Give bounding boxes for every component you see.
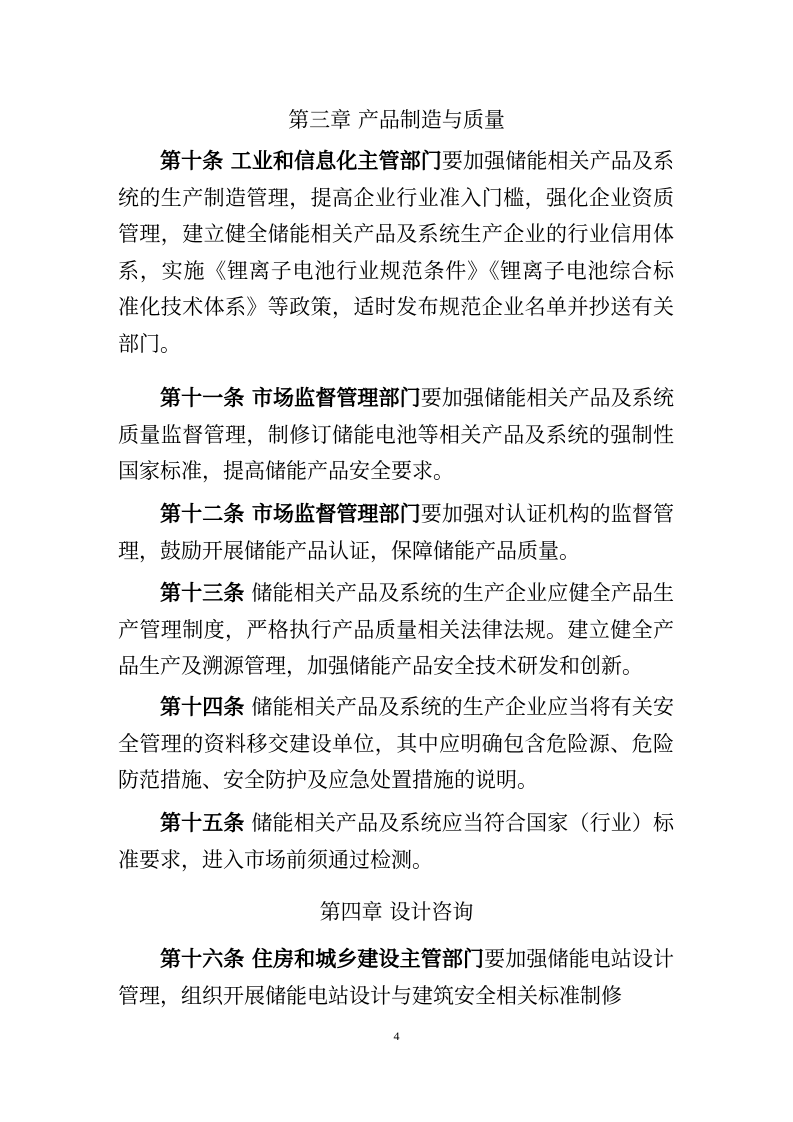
article-10 — [118, 143, 674, 363]
chapter-3-heading: 第三章 产品制造与质量 — [288, 108, 505, 132]
article-14 — [118, 689, 674, 799]
article-14-lead: 第十四条 — [160, 695, 245, 719]
article-11-lead: 第十一条 市场监督管理部门 — [160, 386, 421, 410]
article-16 — [118, 941, 674, 1014]
article-13 — [118, 575, 674, 685]
chapter-4-heading: 第四章 设计咨询 — [319, 900, 474, 924]
article-14-text: 储能相关产品及系统的生产企业应当将有关安全管理的资料移交建设单位，其中应明确包含危险源、危险防范措施、安全防护及应急处置措施的说明。 — [118, 695, 674, 793]
article-12 — [118, 496, 674, 569]
article-16-lead: 第十六条 住房和城乡建设主管部门 — [160, 947, 485, 971]
article-11-text: 要加强储能相关产品及系统质量监督管理，制修订储能电池等相关产品及系统的强制性国家标准，提高储能产品安全要求。 — [118, 386, 674, 484]
article-16-text: 要加强储能电站设计管理，组织开展储能电站设计与建筑安全相关标准制修 — [118, 947, 675, 1008]
article-15-lead: 第十五条 — [160, 811, 245, 835]
article-12-text: 要加强对认证机构的监督管理，鼓励开展储能产品认证，保障储能产品质量。 — [118, 502, 674, 563]
article-10-lead: 第十条 工业和信息化主管部门 — [160, 149, 442, 173]
article-15-text: 储能相关产品及系统应当符合国家（行业）标准要求，进入市场前须通过检测。 — [118, 811, 674, 872]
article-10-text: 要加强储能相关产品及系统的生产制造管理，提高企业行业准入门槛，强化企业资质管理，建立健全储能相关产品及系统生产企业的行业信用体系，实施《锂离子电池行业规范条件》《锂离子电池综合标准化技术体系》等政策，适时发布规范企业名单并抄送有关部门。 — [118, 149, 675, 356]
article-13-text: 储能相关产品及系统的生产企业应健全产品生产管理制度，严格执行产品质量相关法律法规。建立健全产品生产及溯源管理，加强储能产品安全技术研发和创新。 — [118, 581, 674, 679]
article-15 — [118, 805, 674, 878]
page-number: 4 — [393, 1029, 400, 1043]
article-11 — [118, 380, 674, 490]
article-12-lead: 第十二条 市场监督管理部门 — [160, 502, 421, 526]
article-13-lead: 第十三条 — [160, 581, 245, 605]
